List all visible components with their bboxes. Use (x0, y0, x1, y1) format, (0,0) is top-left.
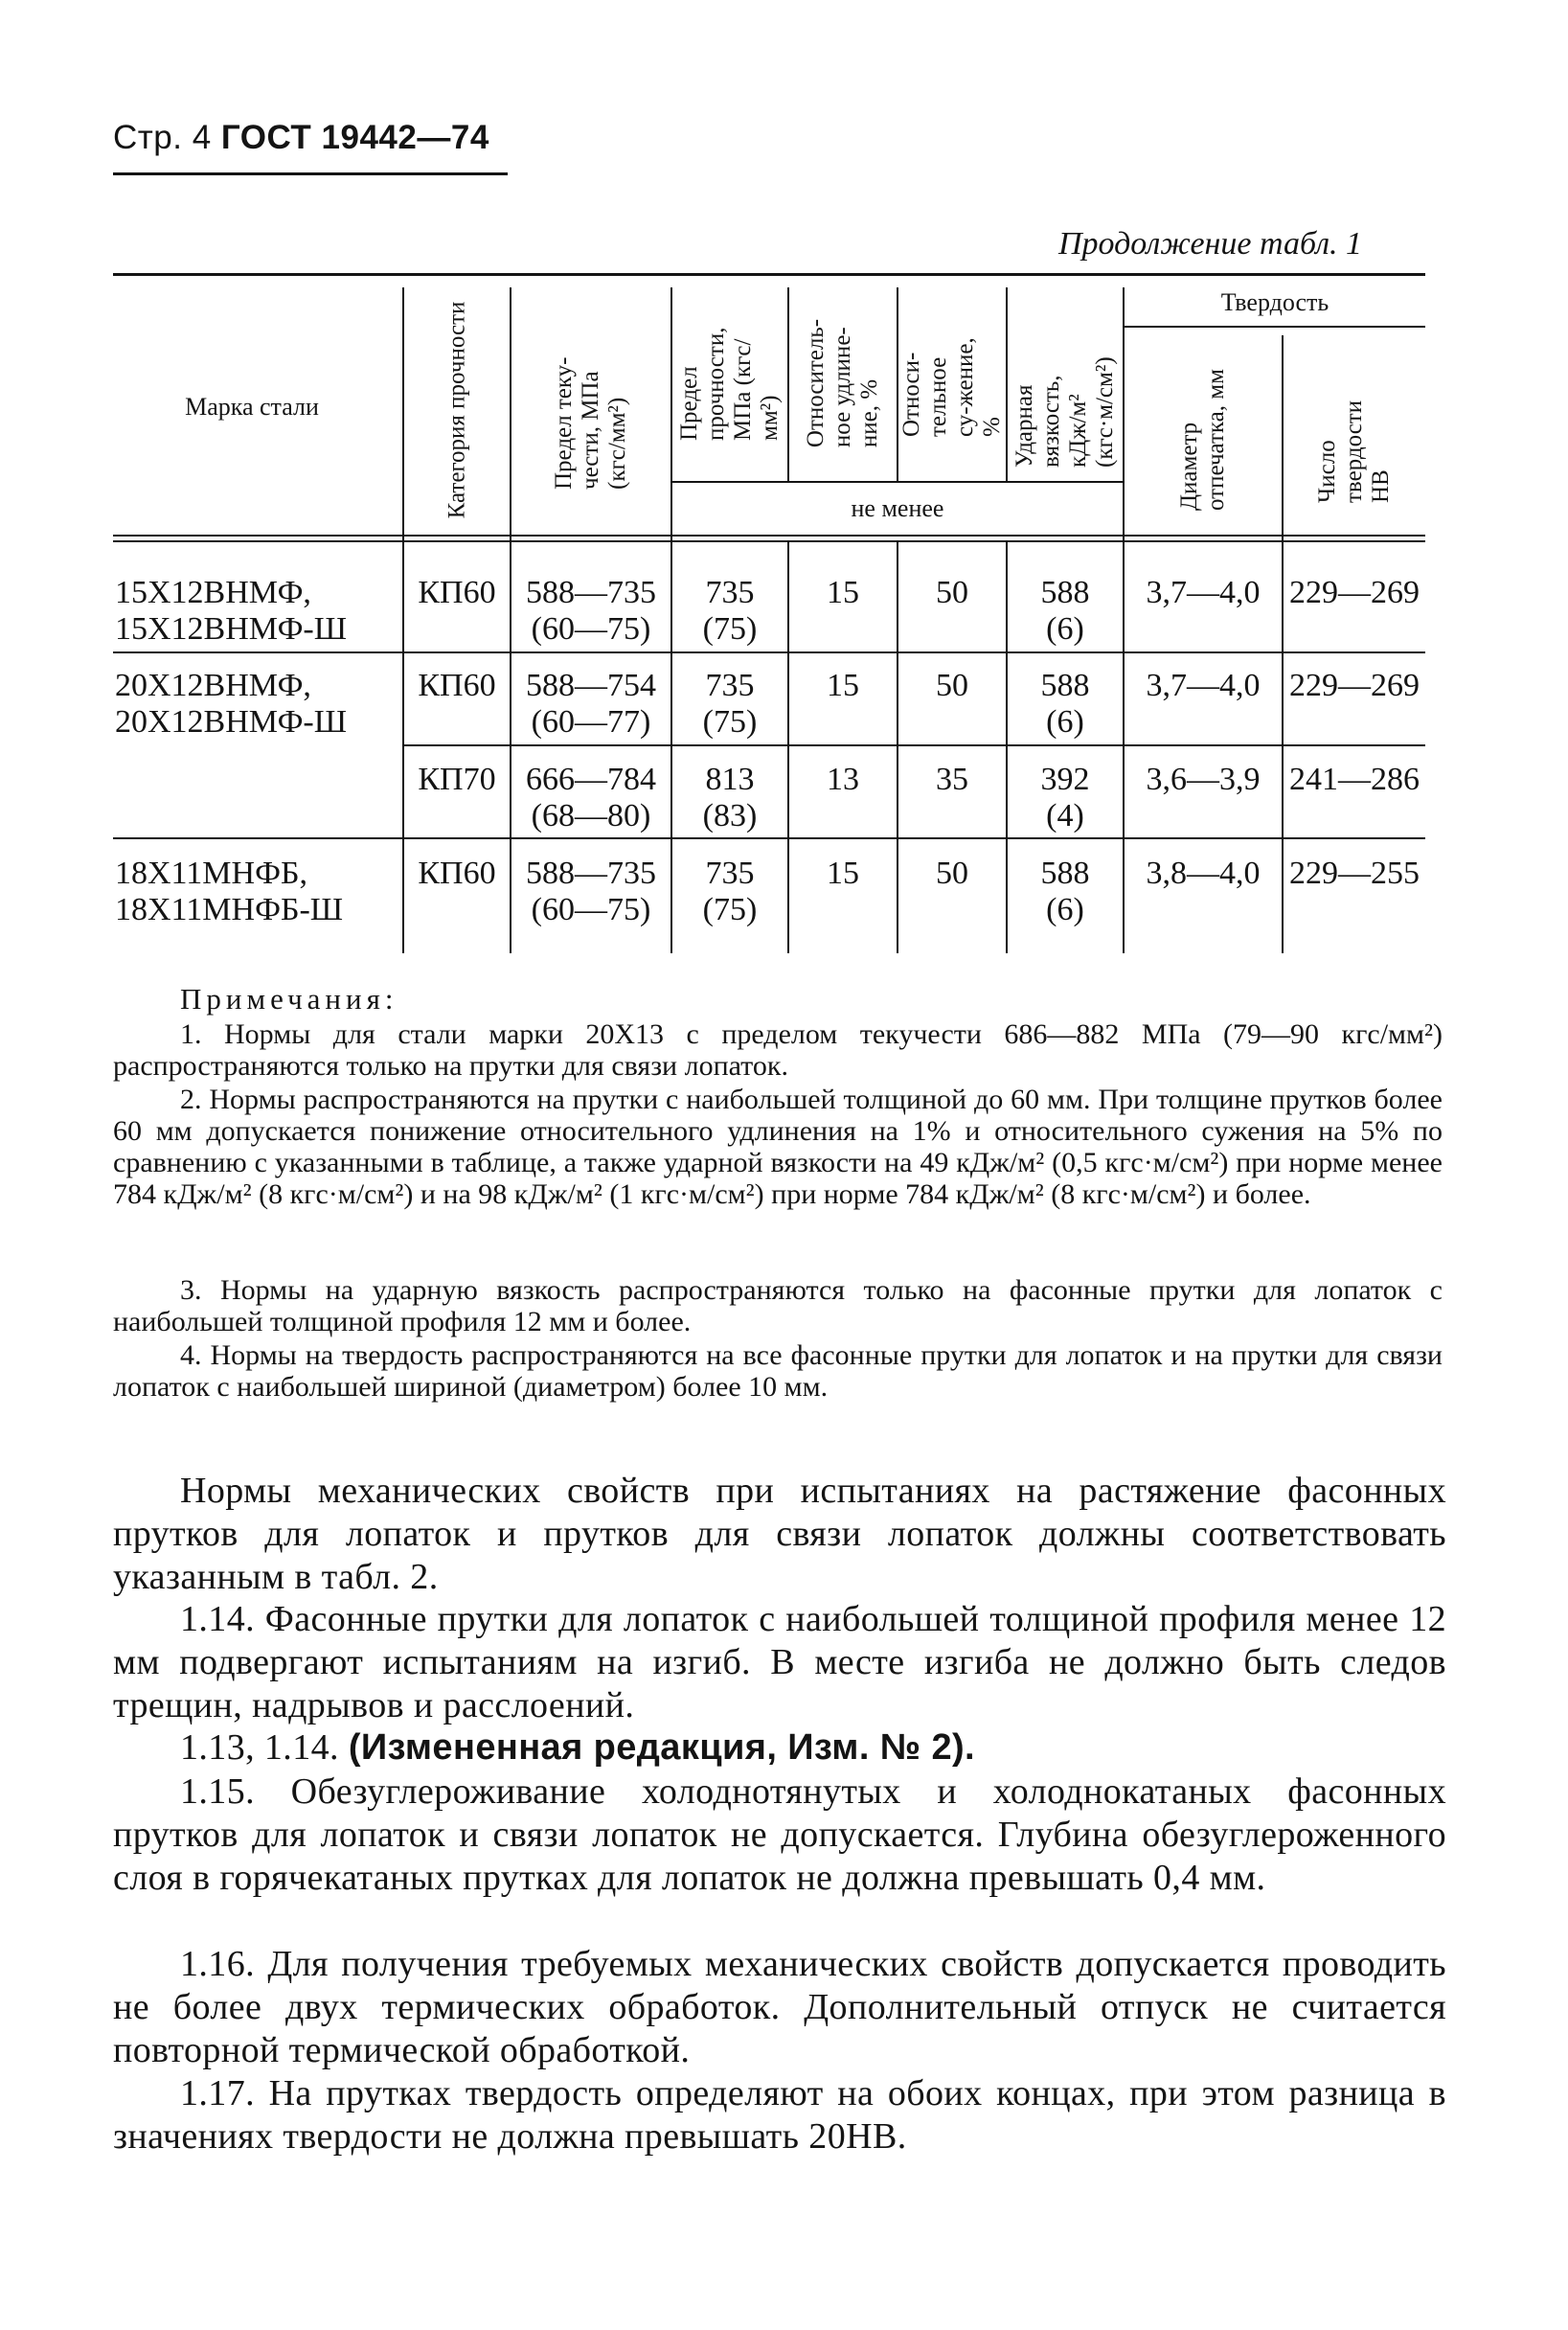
hb-cell: 229—255 (1289, 856, 1420, 891)
imprint-cell: 3,7—4,0 (1146, 668, 1261, 703)
yield-cell: 588—735 (526, 575, 656, 610)
col-header-hardness: Твердость (1220, 288, 1329, 316)
tensile-cell: 735 (705, 856, 755, 891)
note-item: 1. Нормы для стали марки 20Х13 с пределом текучести 686—882 МПа (79—90 кгс/мм²) распространяются только на прутки для связи лопаток. (113, 1018, 1443, 1082)
impact-cell: (6) (1046, 611, 1084, 647)
impact-cell: 588 (1040, 575, 1090, 610)
col-header-category: Категория прочности (443, 301, 470, 519)
imprint-cell: 3,8—4,0 (1146, 856, 1261, 891)
col-header-tensile: Предел прочности, МПа (кгс/мм²) (676, 327, 783, 441)
grade-cell: 18Х11МНФБ-Ш (115, 892, 344, 927)
imprint-cell: 3,6—3,9 (1146, 762, 1261, 797)
elongation-cell: 13 (827, 762, 859, 797)
yield-cell: 588—735 (526, 856, 656, 891)
tensile-cell: (75) (702, 611, 758, 647)
yield-cell: (68—80) (531, 798, 651, 834)
category-cell: КП60 (418, 668, 496, 703)
impact-cell: (6) (1046, 704, 1084, 740)
standard-number: ГОСТ 19442—74 (220, 119, 489, 156)
amendment-note: (Измененная редакция, Изм. № 2). (348, 1727, 975, 1768)
paragraph: 1.16. Для получения требуемых механических свойств допускается проводить не более двух термических обработок. Дополнительный отпуск не считается повторной термической обработкой. (113, 1944, 1446, 2070)
tensile-cell: 813 (705, 762, 755, 797)
yield-cell: (60—75) (531, 892, 651, 927)
col-header-grade: Марка стали (185, 393, 319, 421)
col-header-impact: Ударная вязкость, кДж/м² (кгс·м/см²) (1011, 356, 1118, 468)
tensile-cell: (75) (702, 892, 758, 927)
hardness-group-rule (1123, 326, 1425, 328)
notes-title: Примечания: (180, 982, 398, 1016)
table-top-rule (113, 273, 1425, 276)
paragraph-amendment (113, 1726, 1446, 1770)
impact-cell: 392 (1040, 762, 1090, 797)
grade-cell: 18Х11МНФБ, (115, 856, 307, 891)
impact-cell: 588 (1040, 668, 1090, 703)
category-cell: КП60 (418, 856, 496, 891)
note-item: 3. Нормы на ударную вязкость распространяются только на фасонные прутки для лопаток с наибольшей толщиной профиля 12 мм и более. (113, 1274, 1443, 1337)
elongation-cell: 15 (827, 575, 859, 610)
note-item: 4. Нормы на твердость распространяются на все фасонные прутки для лопаток и на прутки для связи лопаток с наибольшей шириной (диаметром) более 10 мм. (113, 1339, 1443, 1403)
impact-cell: (6) (1046, 892, 1084, 927)
paragraph: 1.14. Фасонные прутки для лопаток с наибольшей толщиной профиля менее 12 мм подвергают испытаниям на изгиб. В месте изгиба не должно быть следов трещин, надрывов и расслоений. (113, 1599, 1446, 1725)
page-number: Стр. 4 (113, 119, 212, 156)
header-bottom-rule (113, 535, 1425, 537)
reduction-cell: 35 (936, 762, 968, 797)
grade-cell: 20Х12ВНМФ, (115, 668, 311, 703)
row-divider (113, 837, 1425, 839)
tensile-cell: (75) (702, 704, 758, 740)
paragraph: Нормы механических свойств при испытаниях на растяжение фасонных прутков для лопаток и прутков для связи лопаток должны соответствовать указанным в табл. 2. (113, 1471, 1446, 1597)
header-bottom-rule-2 (113, 540, 1425, 542)
impact-cell: (4) (1046, 798, 1084, 834)
grade-cell: 20Х12ВНМФ-Ш (115, 704, 348, 740)
tensile-cell: (83) (702, 798, 758, 834)
note-item: 2. Нормы распространяются на прутки с наибольшей толщиной до 60 мм. При толщине прутков более 60 мм допускается понижение относительного удлинения на 1% и относительного сужения на 5% по сравнению с указанными в таблице, а также ударной вязкости на 49 кДж/м² (0,5 кгс·м/см²) при норме менее 784 кДж/м² (8 кгс·м/см²) и на 98 кДж/м² (1 кгс·м/см²) при норме 784 кДж/м² (8 кгс·м/см²) и более. (113, 1084, 1443, 1210)
row-divider (113, 651, 1425, 653)
col-header-imprint: Диаметр отпечатка, мм (1176, 369, 1229, 511)
category-cell: КП60 (418, 575, 496, 610)
paragraph: 1.15. Обезуглероживание холоднотянутых и холоднокатаных фасонных прутков для лопаток и связи лопаток не допускается. Глубина обезуглероженного слоя в горячекатаных прутках для лопаток не должна превышать 0,4 мм. (113, 1771, 1446, 1898)
col-header-min-note: не менее (851, 494, 944, 522)
col-header-yield: Предел теку-чести, МПа (кгс/мм²) (551, 356, 630, 490)
imprint-cell: 3,7—4,0 (1146, 575, 1261, 610)
reduction-cell: 50 (936, 575, 968, 610)
table-continuation-label: Продолжение табл. 1 (1058, 226, 1363, 262)
col-header-hb: Число твердости НВ (1314, 400, 1394, 503)
hb-cell: 229—269 (1289, 575, 1420, 610)
hb-cell: 229—269 (1289, 668, 1420, 703)
reduction-cell: 50 (936, 856, 968, 891)
grade-cell: 15Х12ВНМФ, (115, 575, 311, 610)
yield-cell: (60—75) (531, 611, 651, 647)
tensile-cell: 735 (705, 668, 755, 703)
running-header (113, 119, 489, 157)
tensile-cell: 735 (705, 575, 755, 610)
grade-cell: 15Х12ВНМФ-Ш (115, 611, 348, 647)
col-header-reduction: Относи-тельное су-жение, % (898, 337, 1005, 437)
elongation-cell: 15 (827, 856, 859, 891)
category-cell: КП70 (418, 762, 496, 797)
yield-cell: (60—77) (531, 704, 651, 740)
elongation-cell: 15 (827, 668, 859, 703)
yield-cell: 588—754 (526, 668, 656, 703)
row-divider (402, 744, 1425, 746)
hb-cell: 241—286 (1289, 762, 1420, 797)
amendment-clauses: 1.13, 1.14. (180, 1727, 339, 1768)
paragraph: 1.17. На прутках твердость определяют на обоих концах, при этом разница в значениях твердости не должна превышать 20НВ. (113, 2073, 1446, 2157)
yield-cell: 666—784 (526, 762, 656, 797)
header-rule (113, 172, 508, 175)
col-header-elongation: Относитель-ное удлине-ние, % (803, 318, 882, 448)
impact-cell: 588 (1040, 856, 1090, 891)
reduction-cell: 50 (936, 668, 968, 703)
